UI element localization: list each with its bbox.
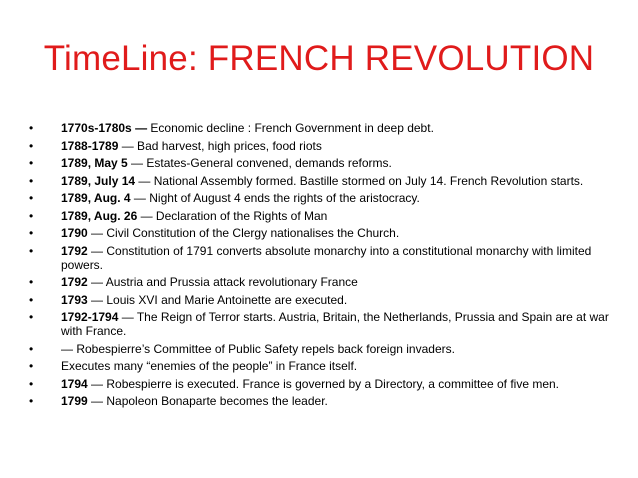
bullet-dot-icon: • xyxy=(29,275,34,289)
bullet-text: — Napoleon Bonaparte becomes the leader. xyxy=(87,394,328,408)
bullet-dot-icon: • xyxy=(29,121,34,135)
bullet-dot-icon: • xyxy=(29,341,34,356)
bullet-text: — Constitution of 1791 converts absolute monarchy into a constitutional monarchy with limited powers. xyxy=(61,243,592,272)
bullet-date: 1793 xyxy=(61,292,88,307)
bullet-date: 1789, Aug. 4 xyxy=(61,191,131,205)
bullet-dot-icon: • xyxy=(29,376,34,391)
bullet-text: — Civil Constitution of the Clergy nationalises the Church. xyxy=(87,226,400,240)
bullet-dot-icon: • xyxy=(29,359,34,373)
bullet-date: 1794 xyxy=(61,376,88,391)
bullet-item xyxy=(28,226,628,240)
bullet-list xyxy=(28,121,628,412)
bullet-item xyxy=(28,310,628,338)
bullet-date: 1799 xyxy=(61,394,88,408)
bullet-date: 1770s-1780s — xyxy=(61,121,148,135)
bullet-text: — Louis XVI and Marie Antoinette are executed. xyxy=(87,292,348,307)
bullet-text: — Declaration of the Rights of Man xyxy=(137,208,328,223)
bullet-item xyxy=(28,377,628,391)
bullet-text: Executes many “enemies of the people” in France itself. xyxy=(61,359,358,373)
bullet-text: Economic decline : French Government in deep debt. xyxy=(147,121,434,135)
bullet-item xyxy=(28,139,628,153)
bullet-text: — Estates-General convened, demands reforms. xyxy=(127,156,392,170)
bullet-text: — Night of August 4 ends the rights of the aristocracy. xyxy=(130,191,420,205)
bullet-dot-icon: • xyxy=(29,226,34,240)
bullet-date: 1789, July 14 xyxy=(61,173,136,188)
bullet-item xyxy=(28,359,628,373)
bullet-dot-icon: • xyxy=(29,243,34,258)
bullet-item xyxy=(28,394,628,408)
bullet-dot-icon: • xyxy=(29,191,34,205)
bullet-dot-icon: • xyxy=(29,208,34,223)
bullet-date: 1792 xyxy=(61,275,88,289)
bullet-dot-icon: • xyxy=(29,310,34,324)
bullet-dot-icon: • xyxy=(29,156,34,170)
bullet-item xyxy=(28,174,628,188)
bullet-item xyxy=(28,156,628,170)
bullet-date: 1789, May 5 xyxy=(61,156,128,170)
bullet-dot-icon: • xyxy=(29,292,34,307)
bullet-dot-icon: • xyxy=(29,173,34,188)
bullet-text: — Bad harvest, high prices, food riots xyxy=(118,138,322,153)
bullet-item xyxy=(28,293,628,307)
bullet-item xyxy=(28,191,628,205)
bullet-text: — Robespierre is executed. France is governed by a Directory, a committee of five men. xyxy=(87,376,560,391)
bullet-item xyxy=(28,244,628,272)
bullet-date: 1788-1789 xyxy=(61,138,119,153)
bullet-item xyxy=(28,209,628,223)
bullet-dot-icon: • xyxy=(29,138,34,153)
slide-title: TimeLine: FRENCH REVOLUTION xyxy=(43,39,595,78)
bullet-text: — Austria and Prussia attack revolutionary France xyxy=(87,275,358,289)
bullet-date: 1790 xyxy=(61,226,88,240)
bullet-text: — Robespierre’s Committee of Public Safety repels back foreign invaders. xyxy=(61,341,455,356)
bullet-dot-icon: • xyxy=(29,394,34,408)
bullet-item xyxy=(28,342,628,356)
bullet-date: 1789, Aug. 26 xyxy=(61,208,138,223)
bullet-text: — The Reign of Terror starts. Austria, Britain, the Netherlands, Prussia and Spain are at war with France. xyxy=(61,310,609,338)
bullet-date: 1792-1794 xyxy=(61,310,119,324)
bullet-text: — National Assembly formed. Bastille stormed on July 14. French Revolution starts. xyxy=(135,173,584,188)
bullet-date: 1792 xyxy=(61,243,88,258)
bullet-item xyxy=(28,121,628,135)
bullet-item xyxy=(28,275,628,289)
